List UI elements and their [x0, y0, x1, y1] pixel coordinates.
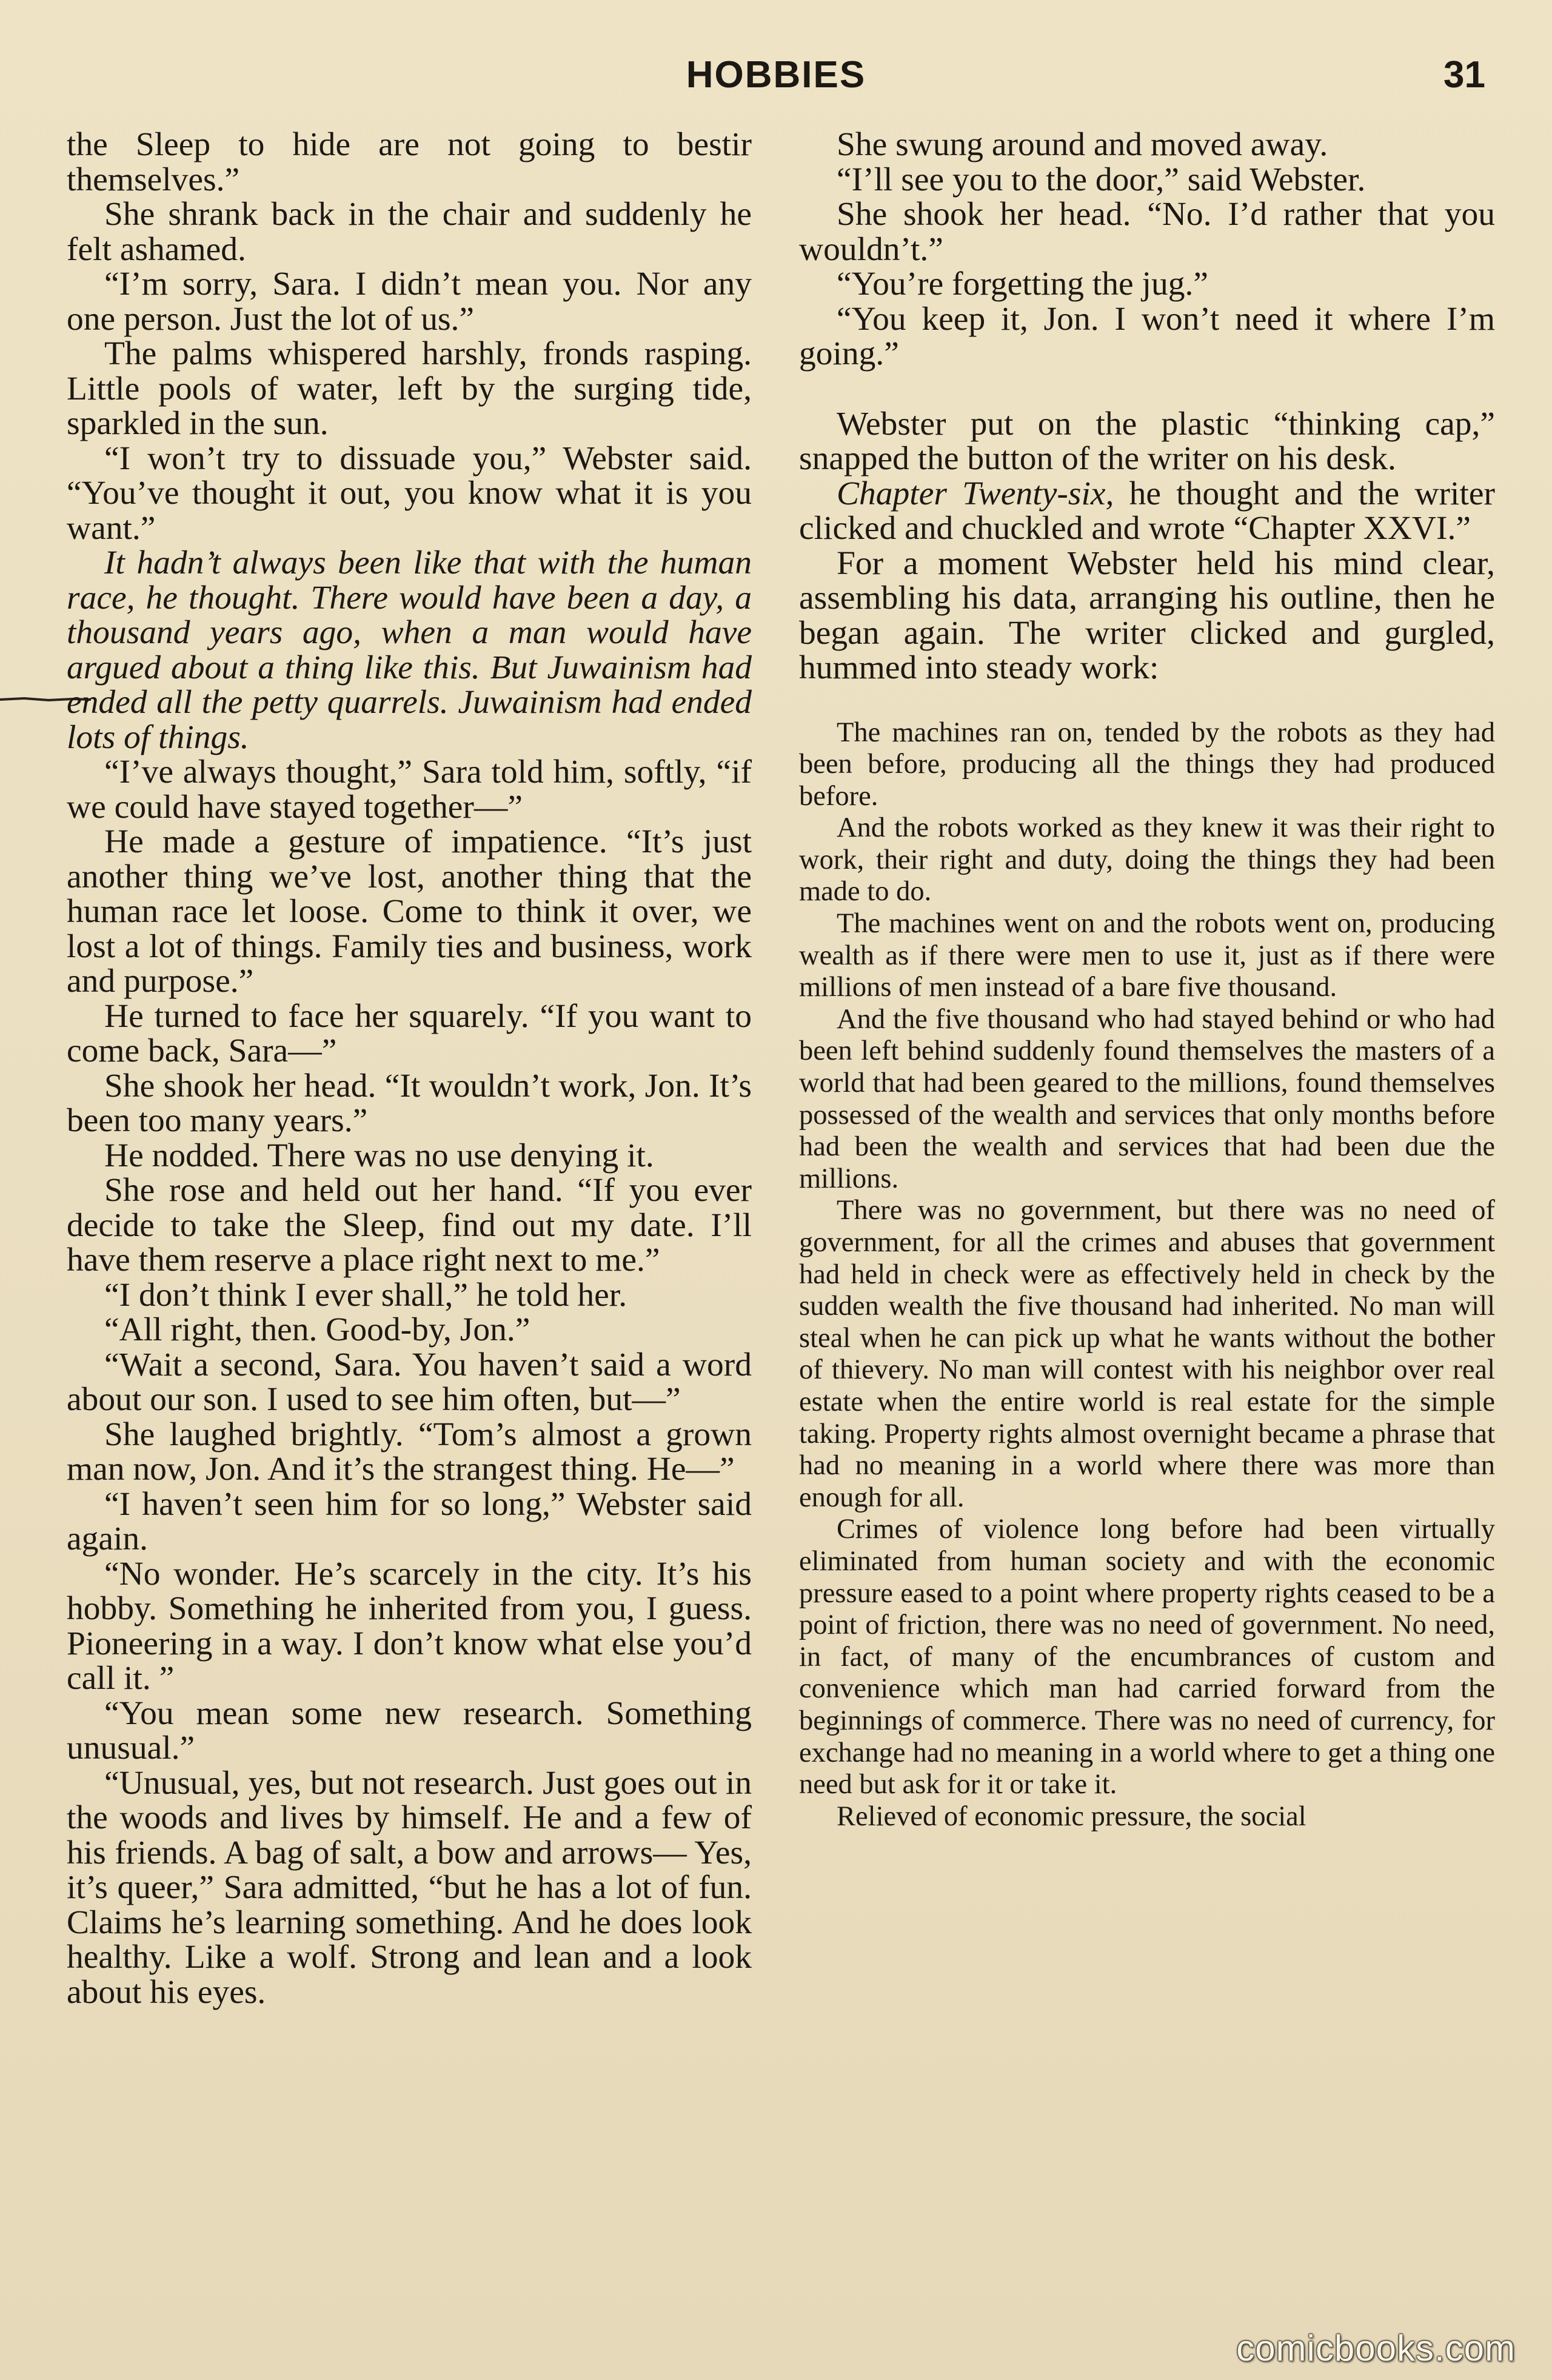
paragraph-text: he thought and the writer clicked and chuckled and wrote “Chapter XXVI.” [799, 475, 1495, 547]
paragraph: She shook her head. “It wouldn’t work, Jon. It’s been too many years.” [67, 1067, 752, 1139]
paragraph: the Sleep to hide are not going to bestir themselves.” [67, 126, 752, 198]
paragraph: “I’m sorry, Sara. I didn’t mean you. Nor any one person. Just the lot of us.” [67, 266, 752, 338]
paragraph: He turned to face her squarely. “If you want to come back, Sara—” [67, 997, 752, 1069]
paragraph: “You mean some new research. Something unusual.” [67, 1694, 752, 1767]
section-break [799, 372, 1495, 407]
italic-thought-paragraph: It hadn’t always been like that with the human race, he thought. There would have been a day, a thousand years ago, when a man would have argued about a thing like this. But Juwainism had ended all the petty quarrels. Juwainism had ended lots of things. [67, 544, 752, 756]
page-number: 31 [1443, 54, 1485, 96]
paragraph: “Unusual, yes, but not research. Just goes out in the woods and lives by himself. He and a few of his friends. A bag of salt, a bow and arrows— Yes, it’s queer,” Sara admitted, “but he has a lot of fun. Claims he’s learning something. And he does look healthy. Like a wolf. Strong and lean and a look about his eyes. [67, 1764, 752, 2011]
paragraph: Webster put on the plastic “thinking cap,” snapped the button of the writer on his desk. [799, 405, 1495, 477]
paragraph: He nodded. There was no use denying it. [104, 1137, 654, 1174]
paragraph: She rose and held out her hand. “If you ever decide to take the Sleep, find out my date. I’ll have them reserve a place right next to me.” [67, 1172, 752, 1279]
narrative-paragraph: The machines ran on, tended by the robots as they had been before, producing all the things they had produced before. [799, 717, 1495, 812]
chapter-narrative [799, 717, 1495, 1833]
running-head: HOBBIES [686, 54, 866, 96]
paragraph: “Wait a second, Sara. You haven’t said a word about our son. I used to see him often, but—” [67, 1346, 752, 1418]
paragraph: “I won’t try to dissuade you,” Webster said. “You’ve thought it out, you know what it is you want.” [67, 440, 752, 547]
narrative-paragraph: There was no government, but there was no need of government, for all the crimes and abuses that government had held in check were as effectively held in check by the sudden wealth the five thousand had inherited. No man will steal when he can pick up what he wants without the bother of thievery. No man will contest with his neighbor over real estate when the entire world is real estate for the simple taking. Property rights almost overnight became a phrase that had no meaning in a world where there was more than enough for all. [799, 1195, 1495, 1513]
paragraph: “You keep it, Jon. I won’t need it where I’m going.” [799, 300, 1495, 372]
paragraph: She shrank back in the chair and suddenly he felt ashamed. [67, 196, 752, 268]
narrative-paragraph: Crimes of violence long before had been virtually eliminated from human society and with the economic pressure eased to a point where property rights ceased to be a point of friction, there was no need of government. No need, in fact, of many of the encumbrances of custom and convenience which man had carried forward from the beginnings of commerce. There was no need of currency, for exchange had no meaning in a world where to get a thing one need but ask for it or take it. [799, 1514, 1495, 1800]
paragraph: “No wonder. He’s scarcely in the city. It’s his hobby. Something he inherited from you, I guess. Pioneering in a way. I don’t know what else you’d call it. ” [67, 1555, 752, 1697]
paragraph: “You’re forgetting the jug.” [837, 266, 1208, 303]
paragraph: “All right, then. Good-by, Jon.” [104, 1311, 530, 1348]
paragraph: “I’ll see you to the door,” said Webster. [837, 161, 1366, 198]
watermark-logo: comicbooks.com [1236, 2328, 1516, 2368]
paragraph: “I’ve always thought,” Sara told him, softly, “if we could have stayed together—” [67, 754, 752, 826]
page-header [0, 53, 1552, 108]
paragraph: “I haven’t seen him for so long,” Webster said again. [67, 1485, 752, 1557]
paragraph: The palms whispered harshly, fronds rasping. Little pools of water, left by the surging tide, sparkled in the sun. [67, 335, 752, 442]
narrative-paragraph: The machines went on and the robots went on, producing wealth as if there were men to use it, just as if there were millions of men instead of a bare five thousand. [799, 908, 1495, 1003]
narrative-paragraph: Relieved of economic pressure, the social [837, 1800, 1306, 1832]
paragraph: “I don’t think I ever shall,” he told her. [104, 1276, 627, 1314]
section-break [799, 686, 1495, 717]
paragraph: She swung around and moved away. [837, 126, 1328, 163]
paragraph: For a moment Webster held his mind clear, assembling his data, arranging his outline, then he began again. The writer clicked and gurgled, hummed into steady work: [799, 544, 1495, 686]
paragraph: She shook her head. “No. I’d rather that you wouldn’t.” [799, 196, 1495, 268]
left-column [67, 127, 752, 2010]
paragraph: He made a gesture of impatience. “It’s just another thing we’ve lost, another thing that the human race let loose. Come to think it over, we lost a lot of things. Family ties and business, work and purpose.” [67, 823, 752, 1000]
narrative-paragraph: And the five thousand who had stayed behind or who had been left behind suddenly found themselves the masters of a world that had been geared to the millions, found themselves possessed of the wealth and services that only months before had been the wealth and services that had been due the millions. [799, 1003, 1495, 1194]
right-column [799, 127, 1495, 1833]
chapter-title-italic: Chapter Twenty-six, [837, 475, 1114, 512]
narrative-paragraph: And the robots worked as they knew it was their right to work, their right and duty, doing the things they had been made to do. [799, 812, 1495, 908]
paragraph: She laughed brightly. “Tom’s almost a grown man now, Jon. And it’s the strangest thing. He—” [67, 1416, 752, 1488]
paragraph [799, 476, 1495, 546]
